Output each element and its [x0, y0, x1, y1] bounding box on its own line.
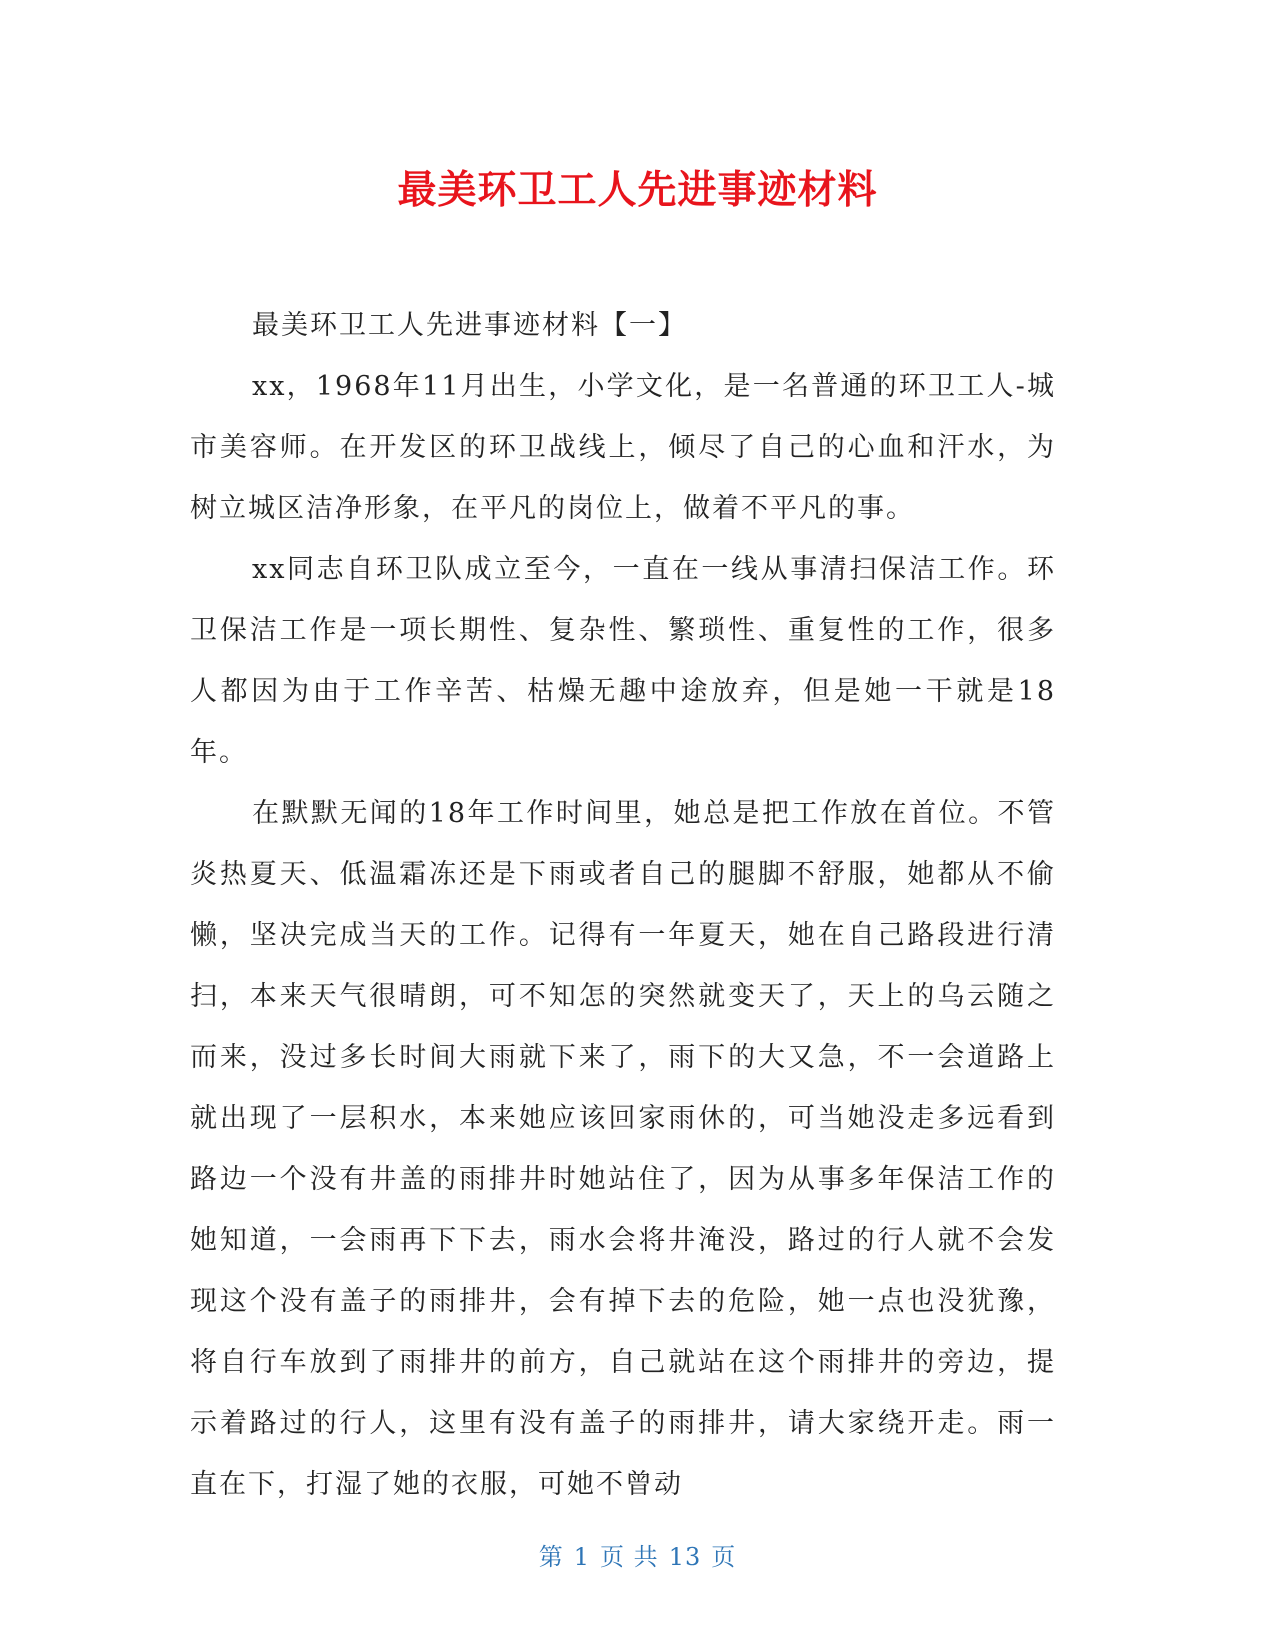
page-prefix: 第	[538, 1543, 564, 1571]
section-heading: 最美环卫工人先进事迹材料【一】	[252, 310, 687, 341]
paragraph: xx，1968年11月出生，小学文化，是一名普通的环卫工人-城市美容师。在开发区的环卫战线上，倾尽了自己的心血和汗水，为树立城区洁净形象，在平凡的岗位上，做着不平凡的事。	[190, 371, 1056, 524]
page-footer	[0, 1542, 1275, 1572]
page-total: 13	[668, 1543, 702, 1571]
page-suffix: 页	[711, 1543, 737, 1571]
document-body	[190, 295, 1056, 1515]
page-number: 1	[573, 1543, 591, 1571]
paragraph: xx同志自环卫队成立至今，一直在一线从事清扫保洁工作。环卫保洁工作是一项长期性、复杂性、繁琐性、重复性的工作，很多人都因为由于工作辛苦、枯燥无趣中途放弃，但是她一干就是18年。	[190, 554, 1056, 768]
paragraph: 在默默无闻的18年工作时间里，她总是把工作放在首位。不管炎热夏天、低温霜冻还是下雨或者自己的腿脚不舒服，她都从不偷懒，坚决完成当天的工作。记得有一年夏天，她在自己路段进行清扫，本来天气很晴朗，可不知怎的突然就变天了，天上的乌云随之而来，没过多长时间大雨就下来了，雨下的大又急，不一会道路上就出现了一层积水，本来她应该回家雨休的，可当她没走多远看到路边一个没有井盖的雨排井时她站住了，因为从事多年保洁工作的她知道，一会雨再下下去，雨水会将井淹没，路过的行人就不会发现这个没有盖子的雨排井，会有掉下去的危险，她一点也没犹豫，将自行车放到了雨排井的前方，自己就站在这个雨排井的旁边，提示着路过的行人，这里有没有盖子的雨排井，请大家绕开走。雨一直在下，打湿了她的衣服，可她不曾动	[190, 798, 1056, 1500]
page-mid: 页 共	[600, 1543, 659, 1571]
document-title: 最美环卫工人先进事迹材料	[397, 168, 878, 213]
